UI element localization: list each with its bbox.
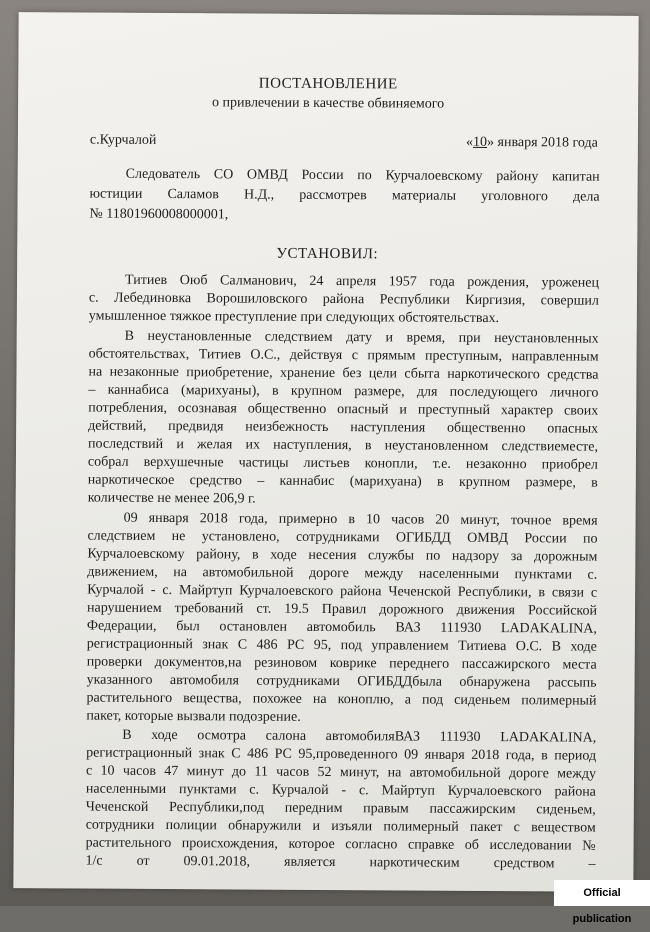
document-title: ПОСТАНОВЛЕНИЕ — [258, 75, 398, 93]
body-line: указанного автомобиля сотрудниками ОГИБДДбыла обнаружена рассыпь — [86, 672, 597, 691]
document-subtitle: о привлечении в качестве обвиняемого — [212, 95, 445, 112]
body-line: Титиев Оюб Салманович, 24 апреля 1957 года рождения, уроженец — [124, 272, 600, 291]
intro-line: юстиции Саламов Н.Д., рассмотрев материалы уголовного дела — [89, 186, 600, 205]
body-line: наркотическое средство – каннабис (марихуана) в крупном размере, в — [87, 472, 598, 491]
body-line: с. Лебединовка Ворошиловского района Республики Киргизия, совершил — [88, 290, 599, 309]
document-place: с.Курчалой — [89, 132, 157, 148]
official-publication-badge: Official publication — [554, 880, 650, 906]
intro-line: № 11801960008000001, — [89, 206, 229, 223]
body-line: Федерации, был остановлен автомобиль ВАЗ 111930 LADAKALINA, — [86, 618, 597, 637]
body-line: с 10 часов 47 минут до 11 часов 52 минут, на автомобильной дороге между — [86, 763, 597, 782]
body-line: обстоятельствах, Титиев О.С., действуя с прямым преступным, направленным — [88, 346, 599, 365]
body-line: Курчалоевскому району, в ходе несения службы по надзору за дорожным — [87, 546, 598, 565]
section-heading: УСТАНОВИЛ: — [276, 245, 379, 263]
date-rest: » января 2018 года — [487, 134, 598, 151]
body-line: действий, предвидя неизбежность наступления общественно опасных — [88, 418, 599, 437]
body-line: умышленное тяжкое преступление при следующих обстоятельствах. — [88, 308, 500, 327]
body-line: нарушением требований ст. 19.5 Правил дорожного движения Российской — [86, 600, 598, 619]
body-line: последствий и желая их наступления, в неустановленном следствиеместе, — [87, 436, 599, 455]
body-line: населенными пунктами с. Курчалой - с. Майртуп Курчалоевского района — [85, 781, 596, 800]
body-line: 1/с от 09.01.2018, является наркотическим средством – — [85, 853, 596, 872]
body-line: В ходе осмотра салона автомобиляВАЗ 111930 LADAKALINA, — [122, 727, 597, 746]
body-line: количестве не менее 206,9 г. — [87, 490, 256, 507]
body-line: регистрационный знак С 486 РС 95,проведенного 09 января 2018 года, в период — [86, 745, 597, 764]
body-line: пакет, которые вызвали подозрение. — [86, 708, 301, 725]
body-line: Чеченской Республики,под передним правым пассажирским сиденьем, — [85, 799, 596, 818]
document-page — [13, 12, 638, 892]
body-line: растительного происхождения, которое согласно справке об исследовании № — [85, 835, 596, 854]
date-open-quote: « — [466, 134, 474, 150]
body-line: сотрудники полиции обнаружили и изъяли полимерный пакет с веществом — [85, 817, 596, 836]
intro-line: Следователь СО ОМВД России по Курчалоевскому району капитан — [125, 166, 600, 185]
body-line: 09 января 2018 года, примерно в 10 часов 20 минут, точное время — [123, 510, 598, 529]
document-date — [466, 135, 598, 152]
body-line: – каннабиса (марихуаны), в крупном размере, для последующего личного — [88, 382, 599, 401]
body-line: проверки документов,на резиновом коврике переднего пассажирского места — [86, 654, 597, 673]
body-line: регистрационный знак С 486 РС 95, под управлением Титиева О.С. В ходе — [86, 636, 597, 655]
body-line: собрал верхушечные частицы листьев конопли, т.е. незаконно приобрел — [87, 454, 598, 473]
date-day: 10 — [473, 134, 488, 150]
body-line: на незаконные приобретение, хранение без цели сбыта наркотического средства — [88, 364, 599, 383]
body-line: следствием не установлено, сотрудниками ОГИБДД ОМВД России по — [87, 528, 598, 547]
body-line: В неустановленные следствием дату и время, при неустановленных — [124, 328, 599, 347]
body-line: растительного вещества, похожее на коноплю, а под сиденьем полимерный — [86, 690, 597, 709]
body-line: движением, на автомобильной дороге между населенными пунктами с. — [87, 564, 598, 583]
body-line: Курчалой - с. Майртуп Курчалоевского района Чеченской Республики, в связи с — [87, 582, 598, 601]
body-line: потребления, осознавая общественно опасный и преступный характер своих — [88, 400, 599, 419]
